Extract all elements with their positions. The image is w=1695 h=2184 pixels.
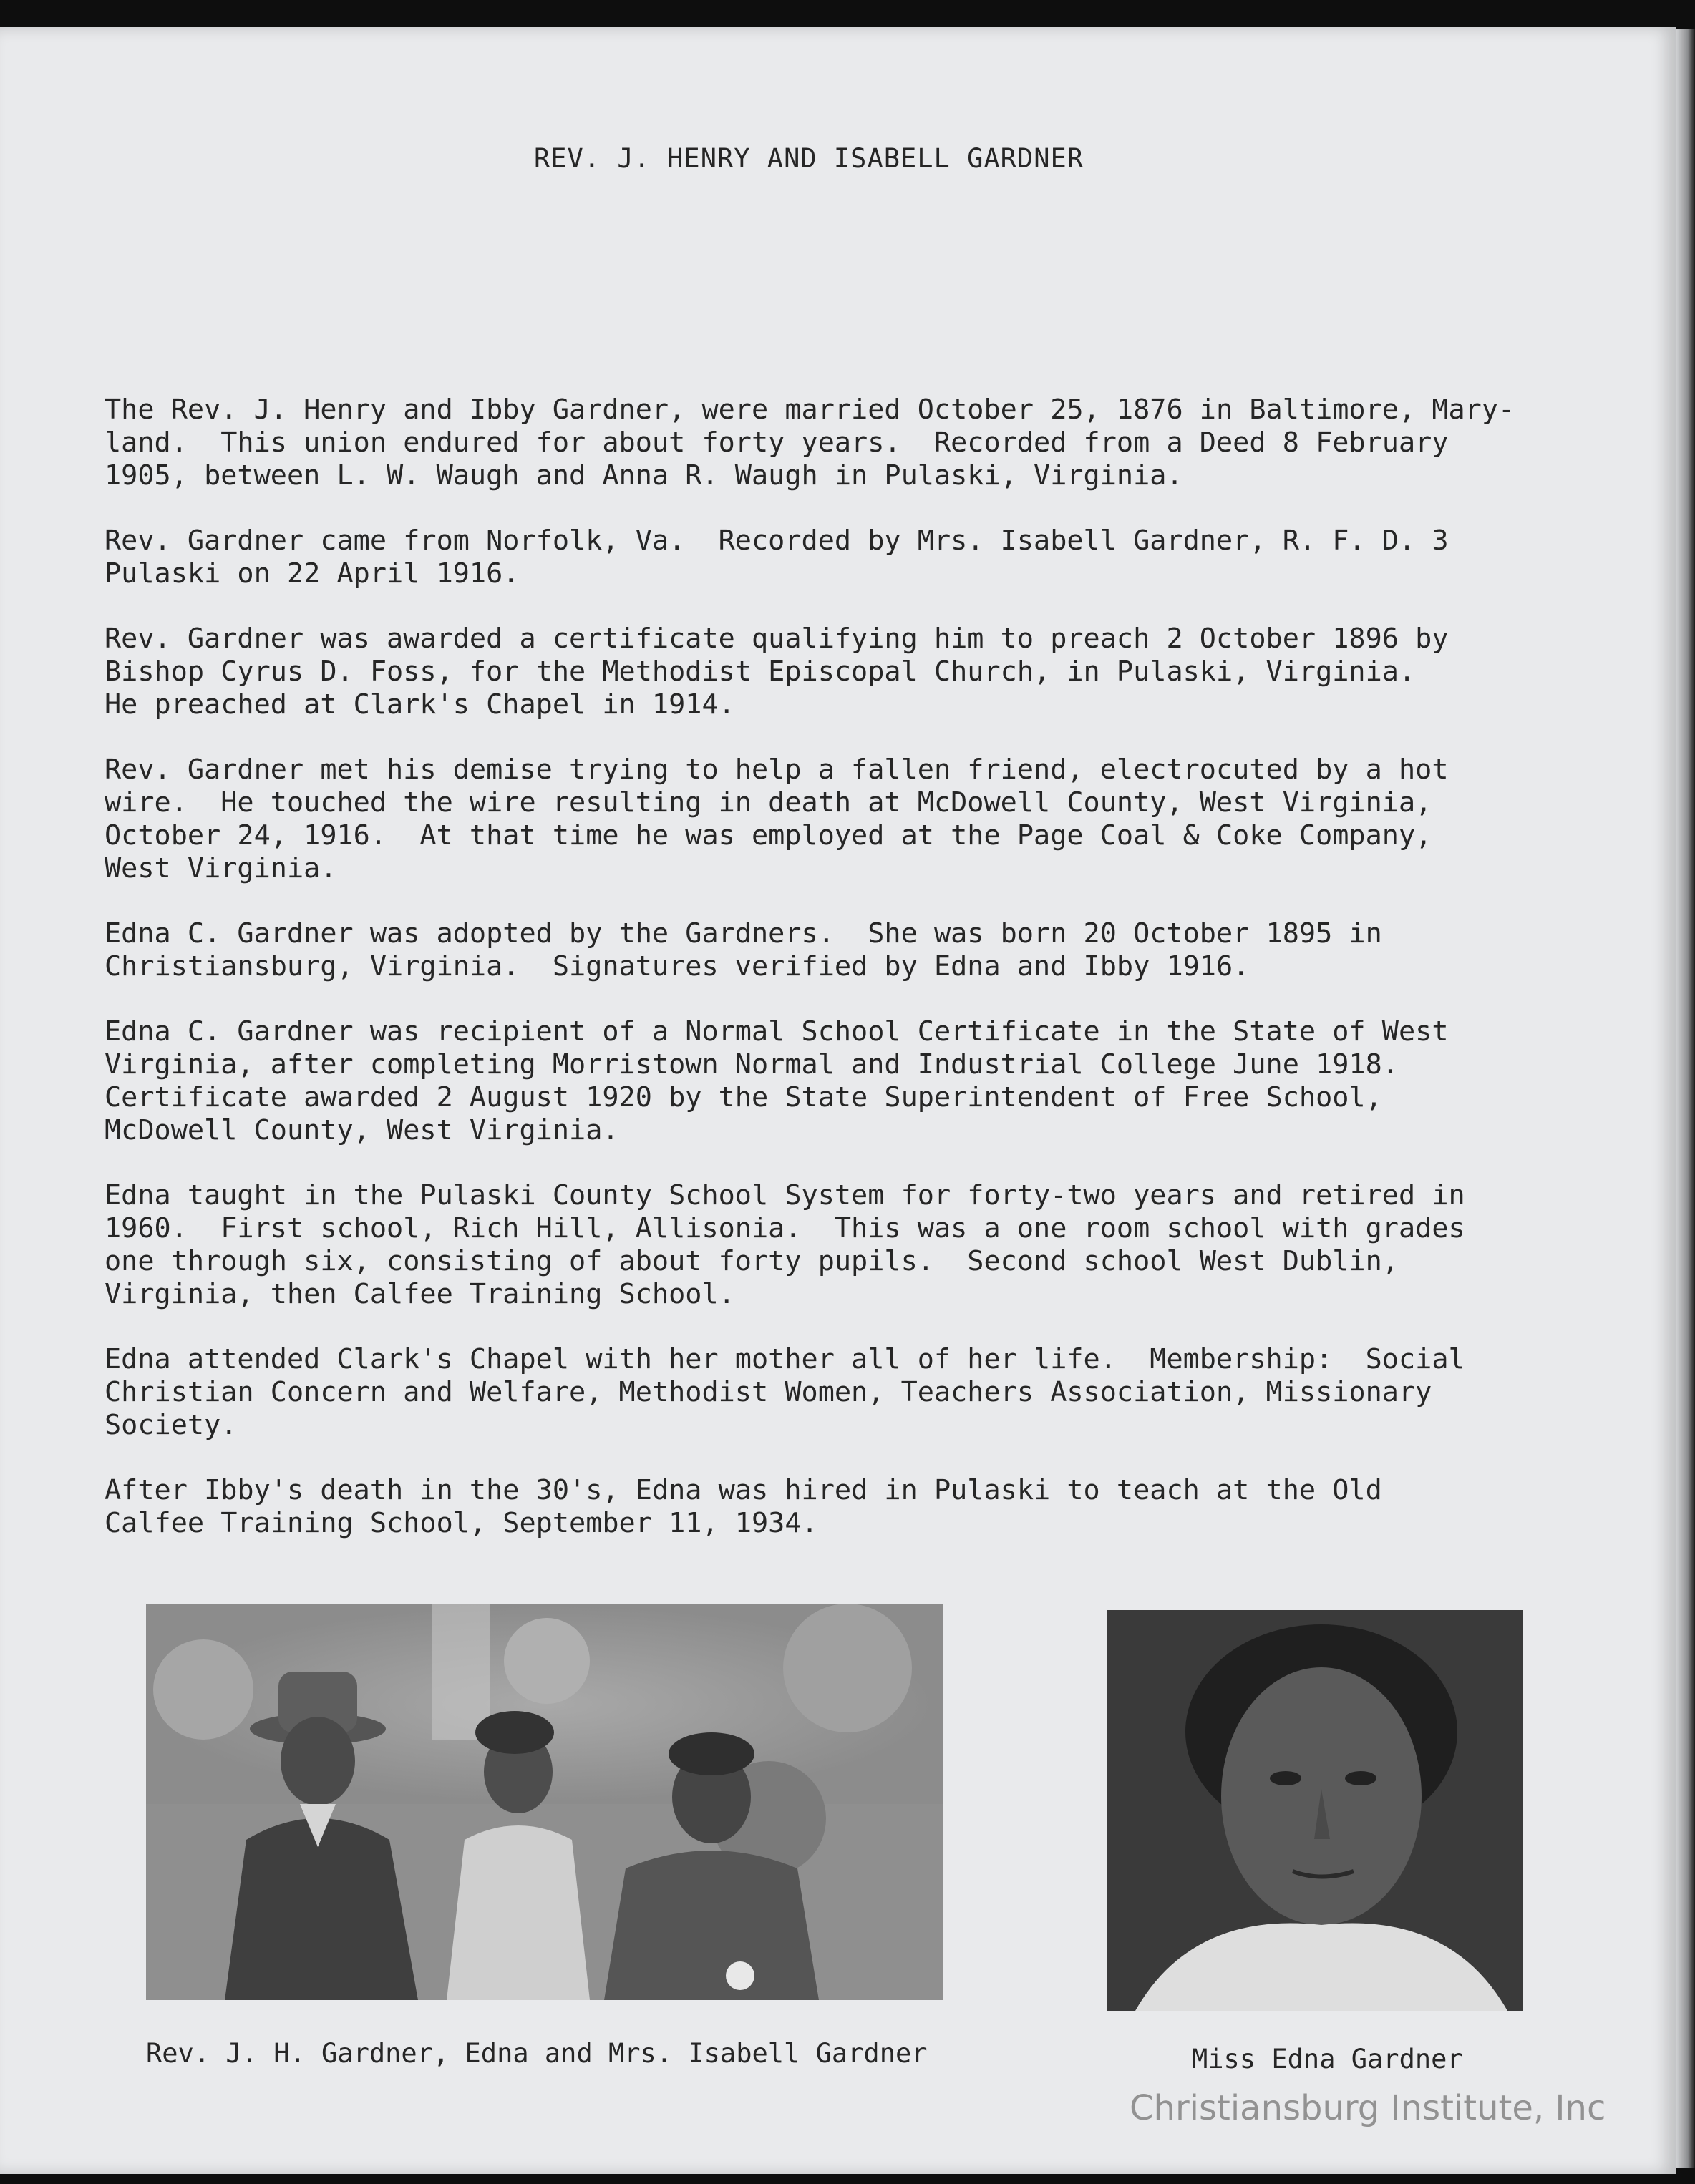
paragraph-teaching: Edna taught in the Pulaski County School System for forty-two years and retired in 1960. First school, Rich Hill, Allisonia. This was a one room school with grades one through six, consisting of about forty pupils. Second school West Dublin, Virginia, then Calfee Training School. (105, 1179, 1465, 1310)
family-photo-caption: Rev. J. H. Gardner, Edna and Mrs. Isabell Gardner (146, 2038, 928, 2069)
portrait-photo (1107, 1610, 1523, 2011)
body-text (105, 394, 1601, 1572)
paragraph-normal-school: Edna C. Gardner was recipient of a Normal School Certificate in the State of West Virginia, after completing Morristown Normal and Industrial College June 1918. Certificate awarded 2 August 1920 by the State Superintendent of Free School, McDowell County, West Virginia. (105, 1015, 1449, 1146)
paragraph-adoption: Edna C. Gardner was adopted by the Gardners. She was born 20 October 1895 in Christiansburg, Virginia. Signatures verified by Edna and Ibby 1916. (105, 917, 1382, 983)
paragraph-origin: Rev. Gardner came from Norfolk, Va. Recorded by Mrs. Isabell Gardner, R. F. D. 3 Pulaski on 22 April 1916. (105, 525, 1449, 590)
paragraph-death: Rev. Gardner met his demise trying to help a fallen friend, electrocuted by a hot wire. He touched the wire resulting in death at McDowell County, West Virginia, October 24, 1916. At that time he was employed at the Page Coal & Coke Company, West Virginia. (105, 754, 1449, 884)
portrait-photo-caption: Miss Edna Gardner (1192, 2044, 1463, 2075)
watermark: Christiansburg Institute, Inc (1130, 2088, 1606, 2128)
paragraph-marriage: The Rev. J. Henry and Ibby Gardner, were married October 25, 1876 in Baltimore, Mary- land. This union endured for about forty years. Recorded from a Deed 8 February 1905, between L. W. Waugh and Anna R. Waugh in Pulaski, Virginia. (105, 394, 1515, 492)
page-title: REV. J. HENRY AND ISABELL GARDNER (533, 143, 1084, 174)
paragraph-hiring: After Ibby's death in the 30's, Edna was hired in Pulaski to teach at the Old Calfee Training School, September 11, 1934. (105, 1474, 1382, 1539)
document-page (0, 27, 1676, 2174)
family-photo (146, 1604, 943, 2000)
paragraph-certificate: Rev. Gardner was awarded a certificate qualifying him to preach 2 October 1896 by Bishop Cyrus D. Foss, for the Methodist Episcopal Church, in Pulaski, Virginia. He preached at Clark's Chapel in 1914. (105, 623, 1449, 721)
page-edge-shadow (1676, 29, 1695, 2168)
paragraph-church: Edna attended Clark's Chapel with her mother all of her life. Membership: Social Christian Concern and Welfare, Methodist Women, Teachers Association, Missionary Society. (105, 1343, 1465, 1441)
